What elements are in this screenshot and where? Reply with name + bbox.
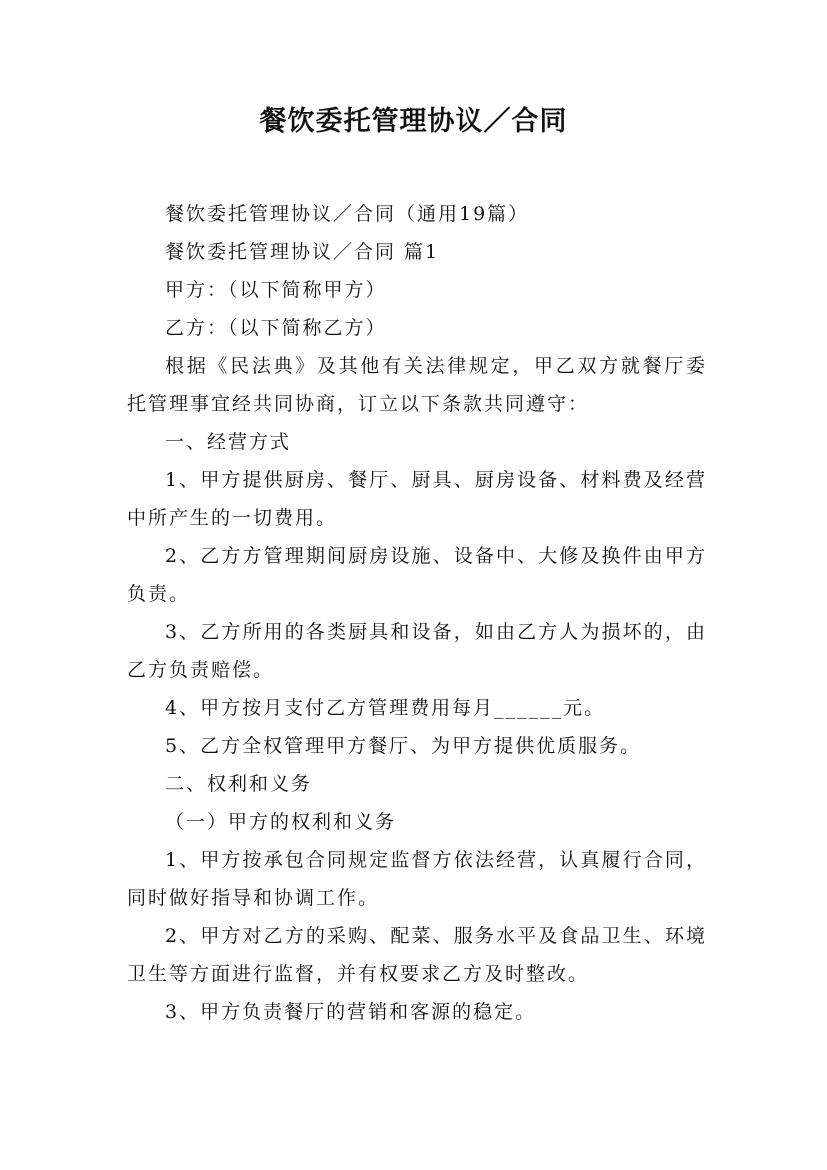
paragraph-clause-5: 5、乙方全权管理甲方餐厅、为甲方提供优质服务。 — [165, 735, 642, 757]
paragraph-clause-3: 3、乙方所用的各类厨具和设备，如由乙方人为损坏的，由乙方负责赔偿。 — [127, 621, 707, 681]
paragraph-subheading-party-a-rights: （一）甲方的权利和义务 — [165, 811, 397, 833]
paragraph-rights-clause-1: 1、甲方按承包合同规定监督方依法经营，认真履行合同，同时做好指导和协调工作。 — [127, 849, 707, 909]
paragraph-section-heading: 餐饮委托管理协议／合同 篇1 — [165, 241, 440, 263]
paragraph-party-a: 甲方：（以下简称甲方） — [165, 279, 387, 301]
paragraph-heading-operation-mode: 一、经营方式 — [165, 431, 292, 453]
paragraph-clause-1: 1、甲方提供厨房、餐厅、厨具、厨房设备、材料费及经营中所产生的一切费用。 — [127, 469, 707, 529]
paragraph-rights-clause-2: 2、甲方对乙方的采购、配菜、服务水平及食品卫生、环境卫生等方面进行监督，并有权要求乙方及时整改。 — [127, 925, 707, 985]
paragraph-party-b: 乙方：（以下简称乙方） — [165, 317, 387, 339]
paragraph-rights-clause-3: 3、甲方负责餐厅的营销和客源的稳定。 — [165, 1001, 537, 1023]
document-body — [127, 195, 707, 1031]
paragraph-preamble: 根据《民法典》及其他有关法律规定，甲乙双方就餐厅委托管理事宜经共同协商，订立以下条款共同遵守： — [127, 355, 707, 415]
document-title: 餐饮委托管理协议／合同 — [259, 106, 568, 137]
paragraph-clause-4: 4、甲方按月支付乙方管理费用每月______元。 — [165, 697, 606, 719]
paragraph-heading-rights-duties: 二、权利和义务 — [165, 773, 313, 795]
paragraph-subtitle: 餐饮委托管理协议／合同（通用19篇） — [165, 203, 530, 225]
paragraph-clause-2: 2、乙方方管理期间厨房设施、设备中、大修及换件由甲方负责。 — [127, 545, 707, 605]
